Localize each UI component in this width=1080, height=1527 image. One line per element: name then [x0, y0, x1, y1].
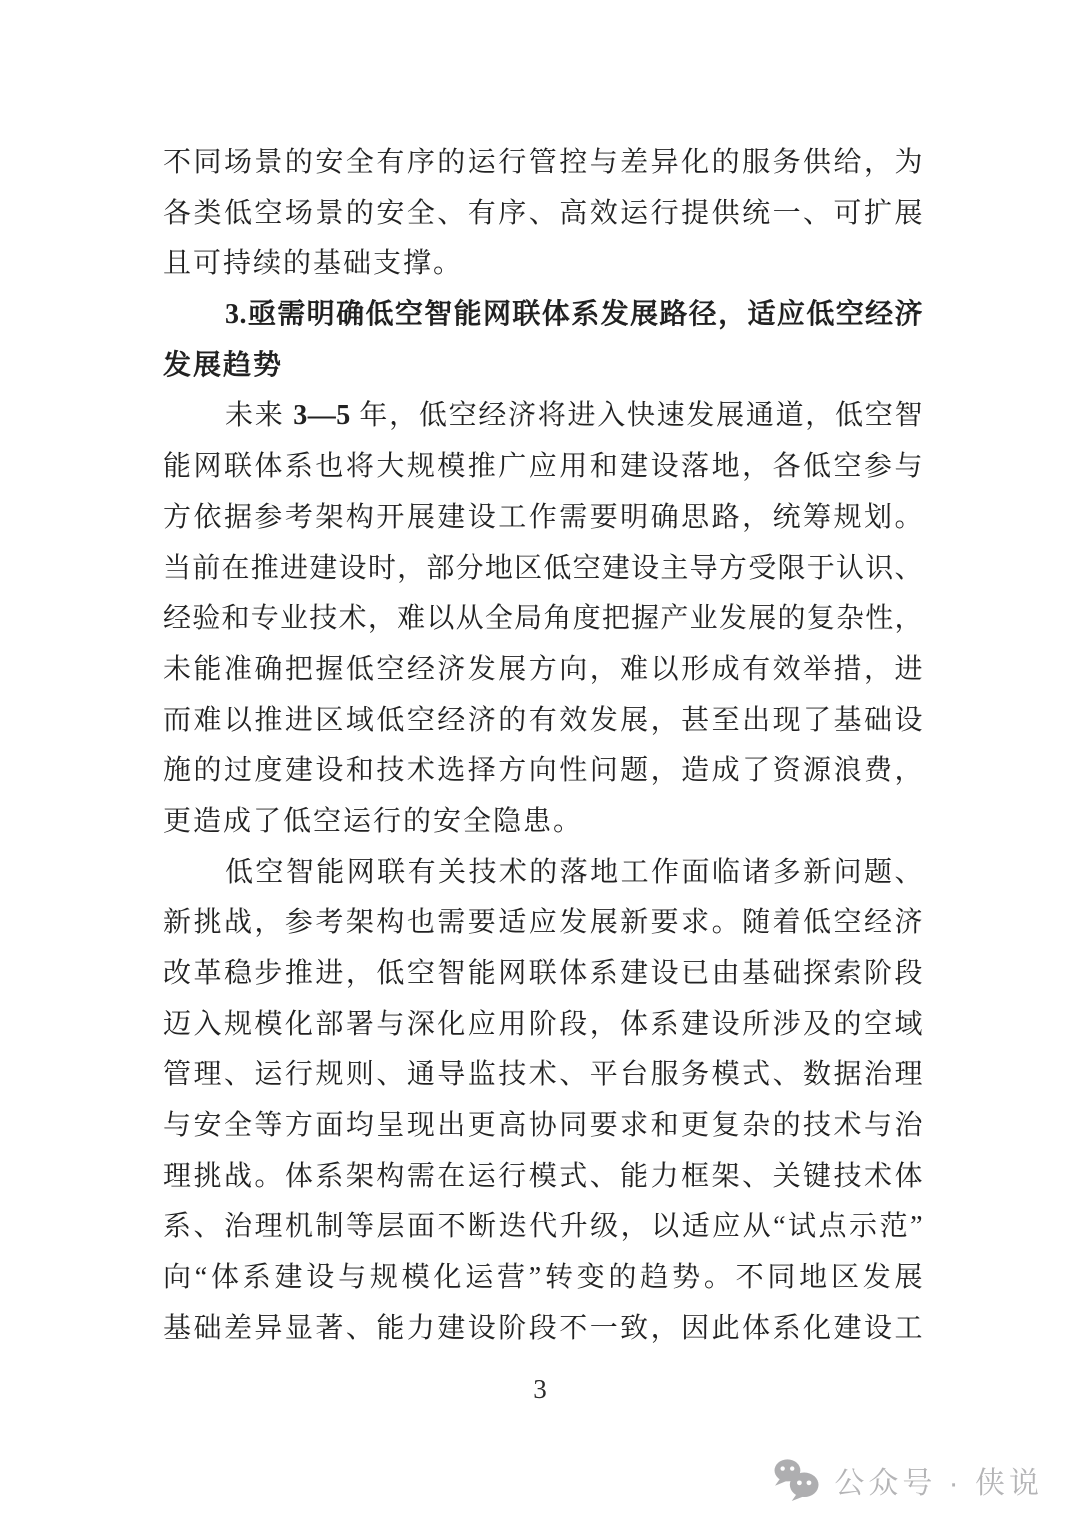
- body-text-line: 施的过度建设和技术选择方向性问题，造成了资源浪费，: [163, 755, 923, 787]
- body-text: [163, 138, 923, 1355]
- body-text-line: 方依据参考架构开展建设工作需要明确思路，统筹规划。: [163, 501, 923, 533]
- text-segment: 未来: [225, 400, 294, 432]
- body-text-line: 理挑战。体系架构需在运行模式、能力框架、关键技术体: [163, 1160, 923, 1192]
- wechat-icon: [772, 1458, 822, 1502]
- section-heading-line: 发展趋势: [163, 349, 284, 381]
- body-text-line: 向“体系建设与规模化运营”转变的趋势。不同地区发展: [163, 1262, 923, 1294]
- body-text-line: 经验和专业技术，难以从全局角度把握产业发展的复杂性，: [163, 603, 923, 635]
- body-text-line: 能网联体系也将大规模推广应用和建设落地，各低空参与: [163, 451, 923, 483]
- body-text-line: 当前在推进建设时，部分地区低空建设主导方受限于认识、: [163, 552, 923, 584]
- bold-number-segment: 3—5: [293, 400, 351, 432]
- body-text-line: 低空智能网联有关技术的落地工作面临诸多新问题、: [225, 856, 923, 888]
- body-text-line: 改革稳步推进，低空智能网联体系建设已由基础探索阶段: [163, 958, 923, 989]
- body-text-line: [163, 391, 923, 442]
- body-text-line: 迈入规模化部署与深化应用阶段，体系建设所涉及的空域: [163, 1008, 923, 1040]
- body-text-line: 基础差异显著、能力建设阶段不一致，因此体系化建设工: [163, 1312, 923, 1344]
- body-text-line: 未能准确把握低空经济发展方向，难以形成有效举措，进: [163, 653, 923, 685]
- body-text-line: 新挑战，参考架构也需要适应发展新要求。随着低空经济: [163, 907, 923, 939]
- watermark: [772, 1458, 1043, 1502]
- body-text-line: 管理、运行规则、通导监技术、平台服务模式、数据治理: [163, 1059, 923, 1091]
- body-text-line: 与安全等方面均呈现出更高协同要求和更复杂的技术与治: [163, 1110, 923, 1142]
- body-text-line: 而难以推进区域低空经济的有效发展，甚至出现了基础设: [163, 704, 923, 736]
- body-text-line: 且可持续的基础支撑。: [163, 248, 464, 280]
- watermark-text: 公众号 · 侠说: [834, 1467, 1043, 1500]
- body-text-line: 不同场景的安全有序的运行管控与差异化的服务供给，为: [163, 147, 923, 178]
- body-text-line: 系、治理机制等层面不断迭代升级，以适应从“试点示范”: [163, 1211, 923, 1243]
- body-text-line: 更造成了低空运行的安全隐患。: [163, 805, 584, 837]
- body-text-line: 各类低空场景的安全、有序、高效运行提供统一、可扩展: [163, 197, 923, 229]
- page-number: 3: [533, 1374, 547, 1404]
- text-segment: 年，低空经济将进入快速发展通道，低空智: [350, 400, 923, 432]
- section-heading-line: 3.亟需明确低空智能网联体系发展路径，适应低空经济: [225, 299, 923, 331]
